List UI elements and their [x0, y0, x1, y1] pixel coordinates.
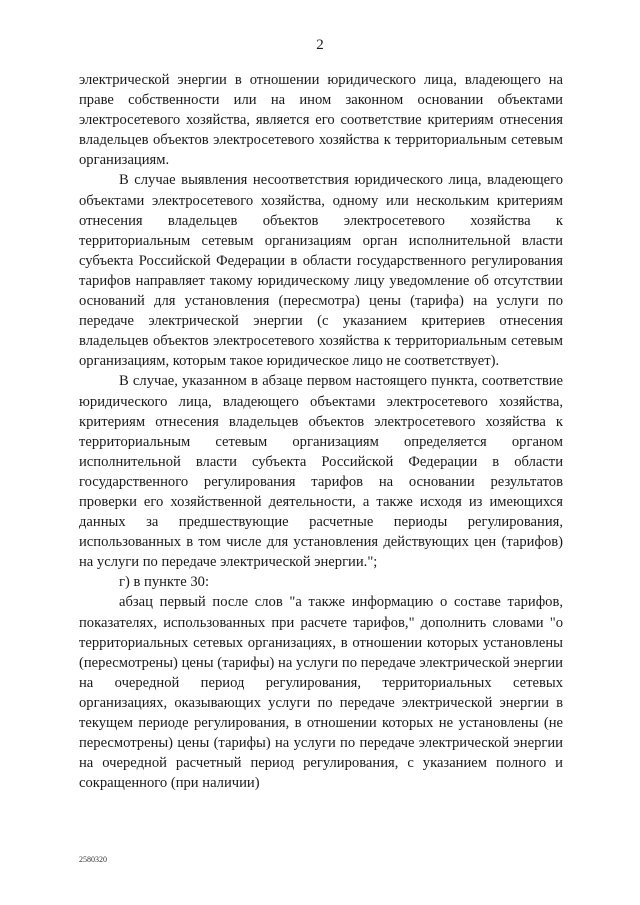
paragraph-subitem: г) в пункте 30: — [119, 574, 209, 591]
page-number: 2 — [316, 37, 324, 53]
document-id: 2580320 — [79, 855, 107, 864]
paragraph: абзац первый после слов "а также информацию о составе тарифов, показателях, использованных при расчете тарифов," дополнить словами "о территориальных сетевых организациях, в отношении которых установлены (пересмотрены) цены (тарифы) на услуги по передаче электрической энергии на очередной период регулирования, территориальных сетевых организациях, оказывающих услуги по передаче электрической энергии в текущем периоде регулирования, в отношении которых не установлены (не пересмотрены) цены (тарифы) на услуги по передаче электрической энергии на очередной расчетный период регулирования, с указанием полного и сокращенного (при наличии) — [79, 594, 563, 792]
document-body — [79, 70, 563, 793]
paragraph: В случае выявления несоответствия юридического лица, владеющего объектами электросетевого хозяйства, одному или нескольким критериям отнесения владельцев объектов электросетевого хозяйства к территориальным сетевым организациям орган исполнительной власти субъекта Российской Федерации в области государственного регулирования тарифов направляет такому юридическому лицу уведомление об отсутствии оснований для установления (пересмотра) цены (тарифа) на услуги по передаче электрической энергии (с указанием критериев отнесения владельцев объектов электросетевого хозяйства к территориальным сетевым организациям, которым такое юридическое лицо не соответствует). — [79, 172, 563, 370]
paragraph-continuation: электрической энергии в отношении юридического лица, владеющего на праве собственности или на ином законном основании объектами электросетевого хозяйства, является его соответствие критериям отнесения владельцев объектов электросетевого хозяйства к территориальным сетевым организациям. — [79, 72, 563, 169]
paragraph: В случае, указанном в абзаце первом настоящего пункта, соответствие юридического лица, владеющего объектами электросетевого хозяйства, критериям отнесения владельцев объектов электросетевого хозяйства к территориальным сетевым организациям определяется органом исполнительной власти субъекта Российской Федерации в области государственного регулирования тарифов на основании результатов проверки его хозяйственной деятельности, а также исходя из имеющихся данных за предшествующие расчетные периоды регулирования, использованных в том числе для установления действующих цен (тарифов) на услуги по передаче электрической энергии."; — [79, 373, 563, 571]
